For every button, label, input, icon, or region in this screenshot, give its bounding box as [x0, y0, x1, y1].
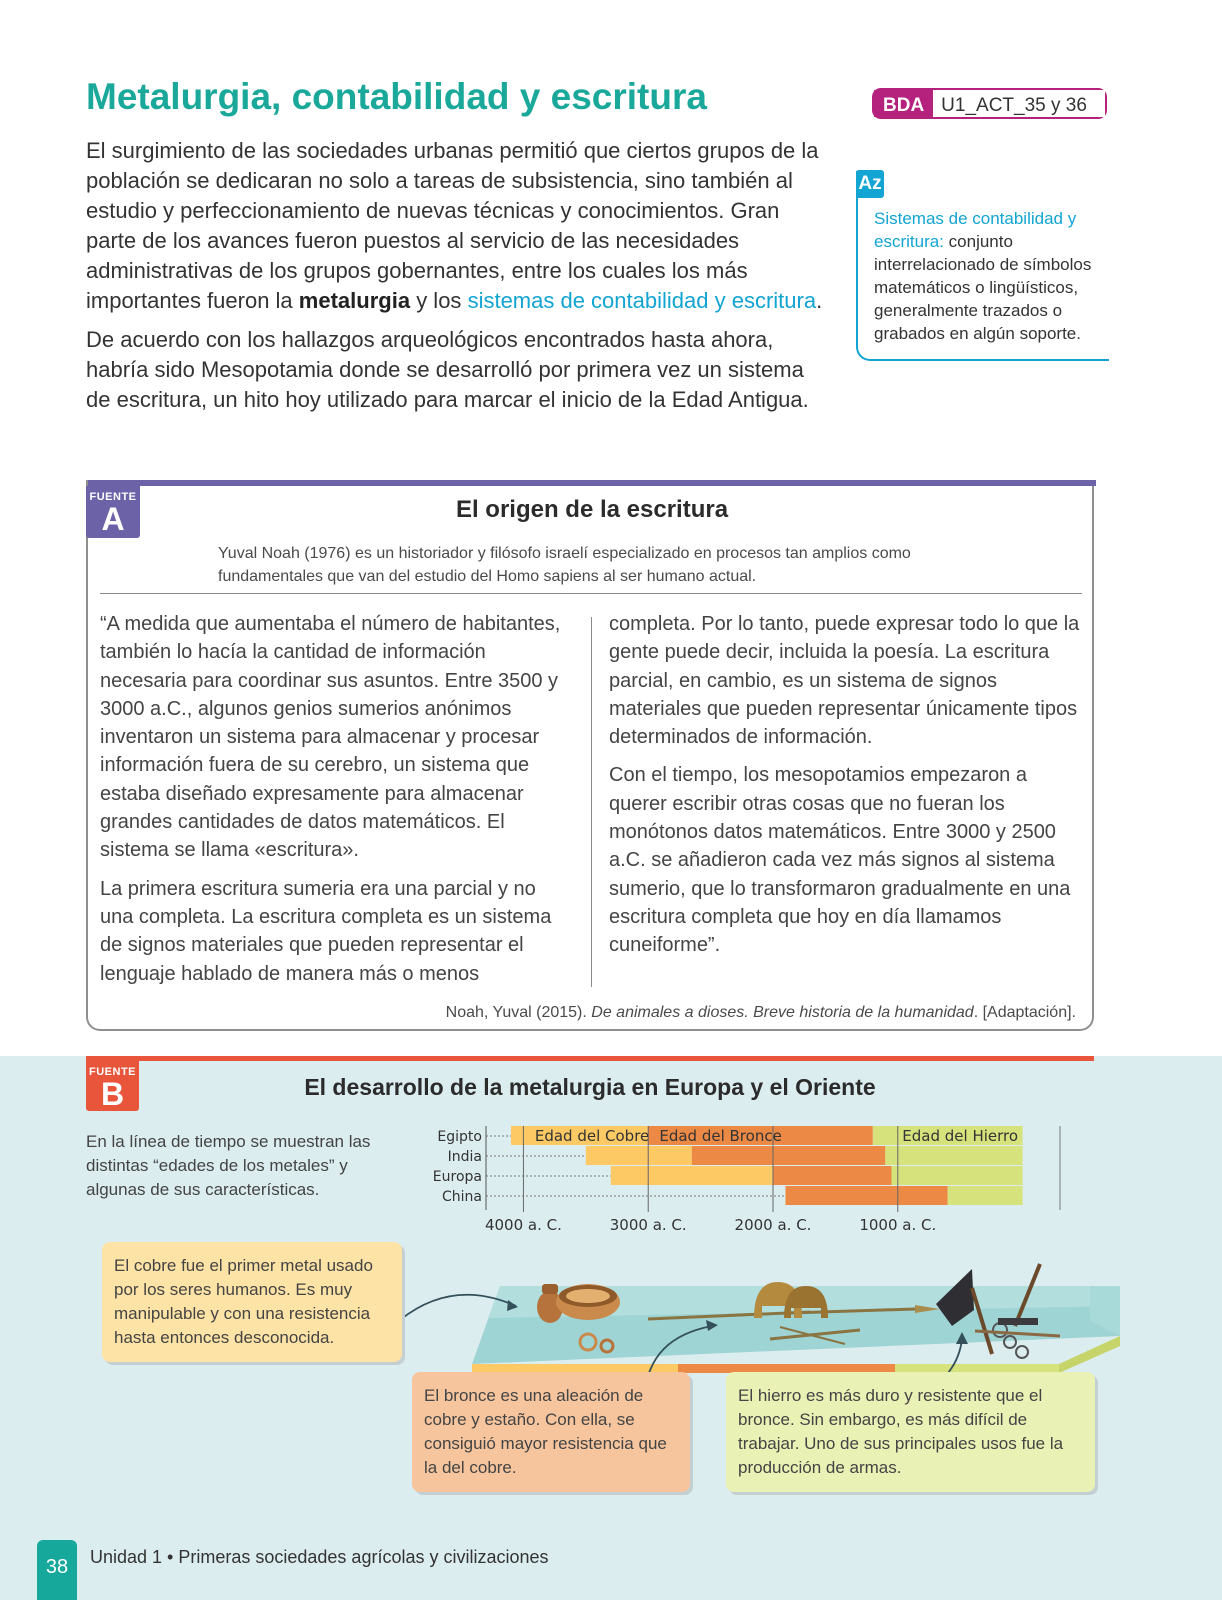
timeline-age-label: Edad del Hierro	[902, 1127, 1019, 1145]
glossary-term-link[interactable]: sistemas de contabilidad y escritura	[467, 288, 817, 313]
source-b-tab-letter: B	[100, 1076, 125, 1112]
note-bronze: El bronce es una aleación de cobre y estaño. Con ella, se consiguió mayor resistencia que la del cobre.	[412, 1372, 690, 1492]
timeline-tick-label: 1000 a. C.	[859, 1216, 937, 1234]
source-b-tab-label: FUENTE	[89, 1066, 136, 1078]
source-b-description: En la línea de tiempo se muestran las distintas “edades de los metales” y algunas de sus características.	[86, 1132, 371, 1199]
timeline-age-label: Edad del Bronce	[659, 1127, 782, 1145]
source-a-right-p1: completa. Por lo tanto, puede expresar todo lo que la gente puede decir, incluida la poesía. La escritura parcial, en cambio, es un sistema de signos materiales que pueden representar únicamente tipos determinados de información.	[609, 613, 1080, 749]
source-a-tab-letter: A	[101, 501, 125, 537]
citation-book-title: De animales a dioses. Breve historia de la humanidad	[591, 1004, 974, 1021]
page-title: Metalurgia, contabilidad y escritura	[86, 76, 707, 117]
source-a-right-column	[609, 610, 1089, 970]
timeline-age-label: Edad del Cobre	[534, 1127, 650, 1145]
glossary-definition	[874, 207, 1110, 345]
source-a-left-p1: “A medida que aumentaba el número de habitantes, también lo hacía la cantidad de información necesaria para coordinar sus asuntos. Entre 3500 y 3000 a.C., algunos genios sumerios anónimos inventaron un sistema para almacenar y procesar información fuera de su cerebro, un sistema que estaba diseñado expresamente para almacenar grandes cantidades de datos matemáticos. El sistema se llama «escritura».	[100, 613, 561, 862]
source-b-section	[0, 1056, 1222, 1600]
timeline-tick-label: 4000 a. C.	[484, 1216, 562, 1234]
column-divider	[591, 617, 592, 987]
source-a-box	[86, 480, 1094, 1031]
intro-p1-and: y los	[416, 288, 462, 313]
source-a-top-bar	[88, 480, 1096, 486]
source-a-left-p2: La primera escritura sumeria era una parcial y no una completa. La escritura completa es un sistema de signos materiales que pueden representar el lenguaje hablado de manera más o menos	[100, 877, 552, 985]
platform-right-edge	[1059, 1336, 1120, 1373]
intro-paragraph-2: De acuerdo con los hallazgos arqueológicos encontrados hasta ahora, habría sido Mesopotamia donde se desarrolló por primera vez un sistema de escritura, un hito hoy utilizado para marcar el inicio de la Edad Antigua.	[86, 327, 809, 412]
timeline-bar-india-edad-del-hierro	[885, 1146, 1022, 1165]
source-a-tab-label: FUENTE	[89, 491, 137, 503]
glossary-box	[856, 171, 1109, 361]
note-iron: El hierro es más duro y resistente que el bronce. Sin embargo, es más difícil de trabajar. Uno de sus principales usos fue la producción de armas.	[726, 1372, 1095, 1492]
timeline-bar-china-edad-del-bronce	[785, 1186, 947, 1205]
intro-bold-metalurgia: metalurgia	[298, 288, 411, 313]
timeline-bar-india-edad-del-cobre	[586, 1146, 692, 1165]
source-a-right-p2: Con el tiempo, los mesopotamios empezaron a querer escribir otras cosas que no fueran los monótonos datos matemáticos. Entre 3000 y 2500 a.C. se añadieron cada vez más signos al sistema sumerio, que lo transformaron gradualmente en una escritura completa que hoy en día llamamos cuneiforme”.	[609, 764, 1071, 957]
citation-post: . [Adaptación].	[973, 1004, 1076, 1021]
source-a-left-column	[100, 610, 570, 998]
timeline-bar-europa-edad-del-cobre	[611, 1166, 773, 1185]
timeline-bar-china-edad-del-hierro	[948, 1186, 1023, 1205]
page-number: 38	[37, 1540, 77, 1600]
metal-ages-timeline	[420, 1116, 1080, 1234]
source-a-citation	[446, 1004, 1076, 1022]
timeline-row-label: India	[447, 1149, 482, 1165]
timeline-bar-europa-edad-del-bronce	[773, 1166, 892, 1185]
timeline-bar-europa-edad-del-hierro	[892, 1166, 1023, 1185]
intro-p1-end: .	[816, 288, 823, 313]
timeline-tick-label: 3000 a. C.	[609, 1216, 687, 1234]
source-a-title: El origen de la escritura	[455, 496, 729, 523]
source-b-title: El desarrollo de la metalurgia en Europa y el Oriente	[304, 1074, 876, 1100]
glossary-def-text: conjunto interrelacionado de símbolos matemáticos o lingüísticos, generalmente trazados o grabados en algún soporte.	[874, 232, 1092, 343]
citation-pre: Noah, Yuval (2015).	[445, 1004, 587, 1021]
timeline-bar-india-edad-del-bronce	[692, 1146, 885, 1165]
timeline-tick-label: 2000 a. C.	[734, 1216, 812, 1234]
bda-code: U1_ACT_35 y 36	[933, 90, 1105, 117]
glossary-az-icon: Az	[856, 170, 884, 198]
bda-tag: BDA	[874, 90, 933, 117]
intro-text	[86, 136, 826, 424]
source-a-divider	[100, 593, 1082, 594]
source-b-top-bar	[86, 1056, 1094, 1061]
bda-link[interactable]	[872, 88, 1107, 119]
glossary-term: Sistemas de contabilidad y escritura:	[874, 209, 1077, 251]
source-a-author-note: Yuval Noah (1976) es un historiador y filósofo israelí especializado en procesos tan amplios como fundamentales que van del estudio del Homo sapiens al ser humano actual.	[218, 545, 911, 585]
timeline-row-label: Egipto	[437, 1129, 482, 1145]
footer-unit-text: Unidad 1 • Primeras sociedades agrícolas y civilizaciones	[90, 1547, 549, 1567]
timeline-row-label: China	[442, 1189, 482, 1205]
timeline-row-label: Europa	[432, 1169, 482, 1185]
note-copper: El cobre fue el primer metal usado por los seres humanos. Es muy manipulable y con una resistencia hasta entonces desconocida.	[102, 1242, 402, 1362]
intro-p1-text: El surgimiento de las sociedades urbanas permitió que ciertos grupos de la población se dedicaran no solo a tareas de subsistencia, sino también al estudio y perfeccionamiento de nuevas técnicas y conocimientos. Gran parte de los avances fueron puestos al servicio de las necesidades administrativas de los grupos gobernantes, entre los cuales los más importantes fueron la	[86, 138, 819, 313]
intro-paragraph-1	[86, 136, 826, 316]
